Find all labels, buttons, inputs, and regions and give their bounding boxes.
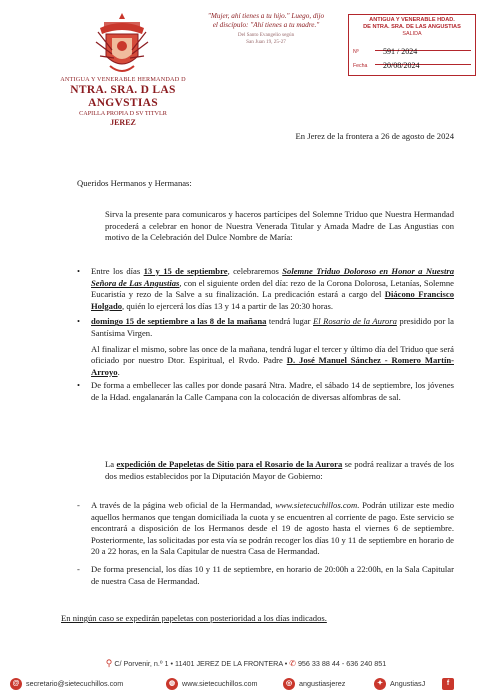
globe-icon: ◍ (166, 678, 178, 690)
b2-text-1: tendrá lugar (266, 316, 313, 327)
brotherhood-line3: CAPILLA PROPIA D SV TITVLR (79, 110, 167, 117)
d1-url[interactable]: www.sietecuchillos.com (275, 500, 358, 510)
footer-twitter: AngustiasJ (390, 678, 426, 688)
d2-text: De forma presencial, los días 10 y 11 de septiembre, en horario de 20:00h a 22:00h, en la Sala Capitular de nuestra Casa de Hermandad. (91, 563, 454, 586)
b1-preacher: Diácono Francisco Holgado (91, 289, 454, 311)
letter-date: En Jerez de la frontera a 26 de agosto de 2024 (295, 131, 454, 141)
facebook-icon: f (442, 678, 454, 690)
intro-text: Sirva la presente para comunicaros y haceros partícipes del Solemne Triduo que Nuestra Hermandad procederá a celebrar en honor de Nuestra Venerada Titular y Amada Madre de Las Angustias con motivo de la Celebración del Dulce Nombre de María: (105, 209, 454, 243)
b3-text: De forma a embellecer las calles por donde pasará Ntra. Madre, el sábado 14 de septiembre, los jóvenes de la Hdad. engalanarán la Calle Campana con la colocación de diversas alfombras de sal. (91, 380, 454, 402)
papeletas-options (77, 500, 454, 587)
triduo-list (77, 266, 454, 404)
location-pin-icon: ⚲ (105, 658, 113, 668)
brotherhood-crest-logo (92, 10, 152, 78)
d1-text-1: A través de la página web oficial de la Hermandad, (91, 500, 276, 510)
stamp-title-1: ANTIGUA Y VENERABLE HDAD. (369, 17, 455, 23)
option-presencial (77, 564, 454, 587)
quote-source-2: San Juan 19, 25-27 (246, 39, 286, 45)
papeletas-text-1: se podrá realizar a través de los dos medios establecidos por la Diputación Mayor de Gobierno: (105, 459, 454, 481)
dash-mark: - (77, 563, 80, 574)
phone-icon: ✆ (289, 659, 296, 668)
registry-stamp (348, 14, 476, 76)
footer-instagram: angustiasjerez (299, 678, 346, 688)
footer-web-item[interactable] (166, 678, 258, 690)
quote-source-1: Del Santo Evangelio según (237, 32, 295, 38)
dash-mark: - (77, 500, 80, 510)
follow-text-1: Al finalizar el mismo, sobre las once de la mañana, tendrá lugar el tercer y último día del Triduo que será oficiado por nuestro Dtor. Espiritual, el Rvdo. Padre (91, 343, 454, 366)
closing-text: En ningún caso se expedirán papeletas con posterioridad a los días indicados. (61, 613, 327, 623)
footer-address-row (0, 658, 492, 669)
bullet-dot: • (77, 380, 81, 391)
stamp-date-label: Fecha (353, 63, 368, 69)
greeting: Queridos Hermanos y Hermanas: (77, 178, 192, 188)
b2-text-2: presidido por la Santísima Virgen. (91, 316, 454, 338)
b1-text-1: Entre los días (91, 266, 144, 276)
intro-paragraph (77, 209, 454, 244)
instagram-icon: ◎ (283, 678, 295, 690)
bullet-triduo (77, 266, 454, 312)
footer-web: www.sietecuchillos.com (182, 678, 258, 688)
b1-text-3: , con el siguiente orden del día: rezo de la Corona Dolorosa, Letanías, Solemne Eucaristía y rezo de la Salve a su finalización. La predicación estará a cargo del (91, 277, 454, 300)
b2-when: domingo 15 de septiembre a las 8 de la mañana (91, 316, 267, 327)
footer-phones: 956 33 88 44 - 636 240 851 (297, 659, 387, 668)
stamp-number-label: Nº (353, 49, 359, 55)
bullet-dot: • (77, 266, 81, 276)
brotherhood-line4: JEREZ (110, 118, 136, 127)
email-icon: @ (10, 678, 22, 690)
b2-event: El Rosario de la Aurora (313, 316, 397, 327)
brotherhood-name (38, 76, 208, 127)
quote-text: "Mujer, ahí tienes a tu hijo." Luego, dijo el discípulo: "Ahí tienes a tu madre." (207, 12, 325, 29)
b1-dates: 13 y 15 de septiembre (143, 266, 228, 276)
footer-email-item[interactable] (10, 678, 123, 690)
twitter-icon: ✦ (374, 678, 386, 690)
footer-facebook-item[interactable] (442, 678, 458, 690)
bullet-dot: • (77, 316, 81, 327)
papeletas-text-0: La (105, 459, 117, 469)
papeletas-text (77, 459, 454, 482)
closing-note (61, 613, 327, 625)
brotherhood-line1: ANTIGUA Y VENERABLE HERMANDAD D (60, 76, 186, 83)
rosario-follow (77, 344, 454, 379)
b1-text-2: , celebraremos (227, 266, 283, 276)
footer-twitter-item[interactable] (374, 678, 425, 690)
stamp-title-2: DE NTRA. SRA. DE LAS ANGUSTIAS (363, 24, 461, 30)
gospel-quote (206, 12, 326, 46)
footer-instagram-item[interactable] (283, 678, 345, 690)
follow-text-2: . (117, 366, 120, 377)
b1-title: Solemne Triduo Doloroso en Honor a Nuestra Señora de Las Angustias (91, 266, 454, 288)
bullet-rosario (77, 316, 454, 339)
follow-priest-name: D. José Manuel Sánchez - Romero Martín-Arroyo (91, 355, 454, 377)
papeletas-paragraph (77, 459, 454, 482)
stamp-number: 591 / 2024 (383, 47, 418, 56)
stamp-subtitle: SALIDA (402, 31, 422, 37)
b1-text-4: , quién lo ejercerá los días 13 y 14 a partir de las 20:30 horas. (122, 300, 334, 311)
bullet-alfombras (77, 380, 454, 403)
stamp-date: 20/08/2024 (383, 61, 420, 70)
d1-text-2: . Podrán utilizar este medio aquellos hermanos que tengan domiciliada la cuota y se encuentren al corriente de pago. Este servicio se encontrará a disposición de los Hermanos desde el 19 de agosto hasta el viernes 6 de septiembre. Posteriormente, las solicitadas por esta vía se podrán recoger los días 10 y 11 de septiembre en horario de 20 a 22 horas, en la Sala Capitular de nuestra Casa de Hermandad. (91, 500, 454, 557)
footer-email: secretario@sietecuchillos.com (26, 678, 124, 688)
papeletas-highlight: expedición de Papeletas de Sitio para el Rosario de la Aurora (116, 459, 343, 469)
brotherhood-line2: NTRA. SRA. D LAS ANGVSTIAS (70, 84, 176, 109)
option-web (77, 500, 454, 558)
footer-address: C/ Porvenir, n.º 1 • 11401 JEREZ DE LA FRONTERA • (114, 659, 288, 668)
